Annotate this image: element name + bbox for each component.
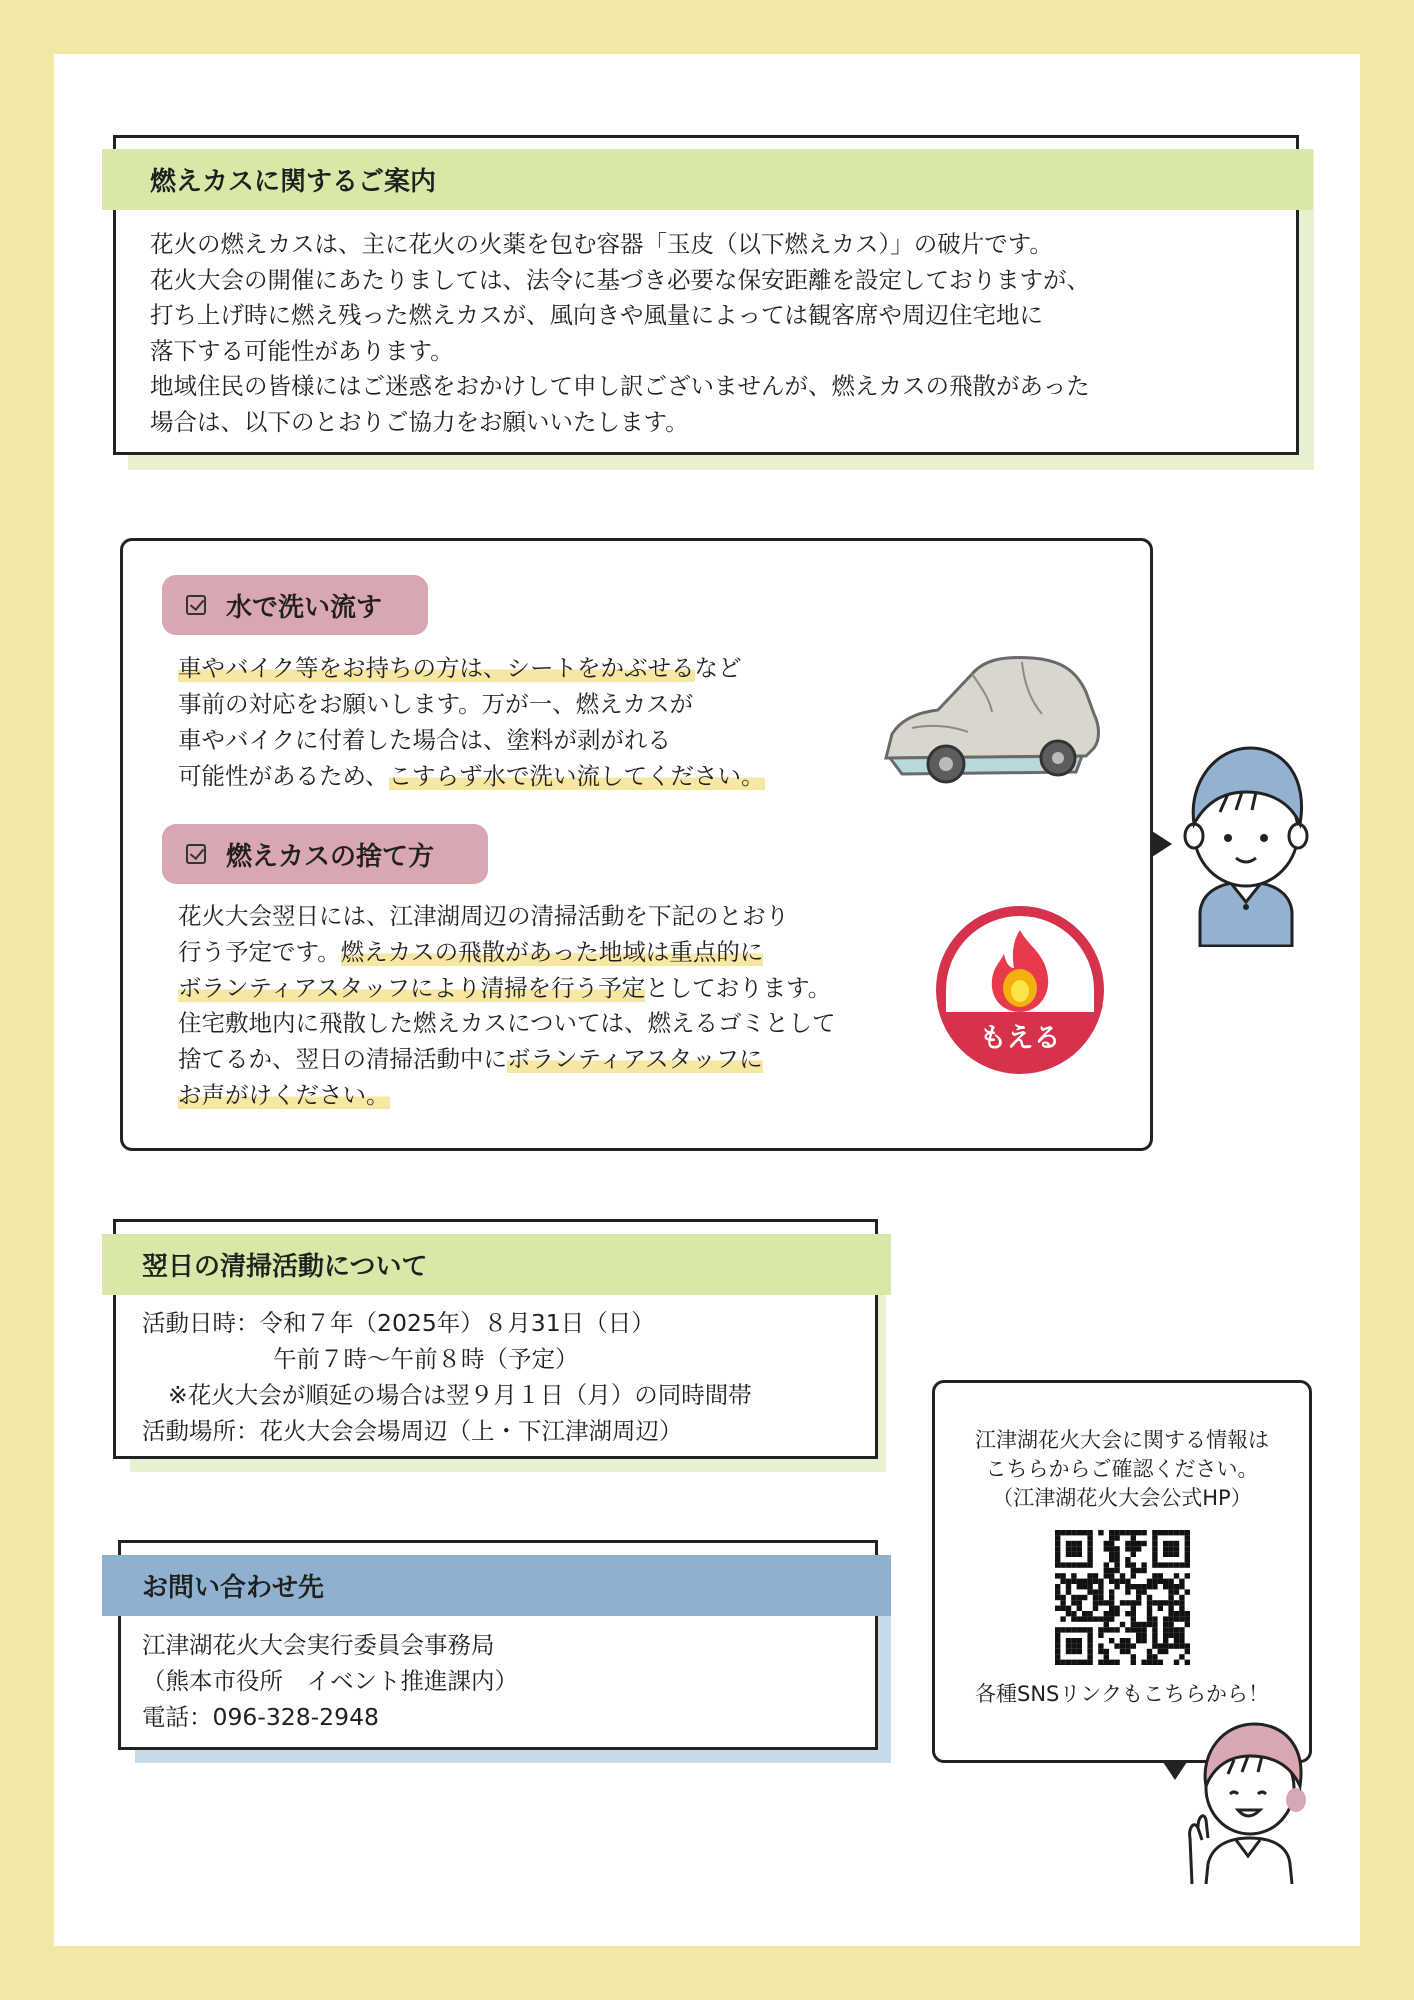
cleanup-place: 活動場所：花火大会会場周辺（上・下江津湖周辺）	[142, 1417, 683, 1445]
burnable-badge	[936, 906, 1104, 1074]
wash-line: 車やバイクに付着した場合は、塗料が剥がれる	[178, 726, 672, 754]
contact-dept: （熊本市役所 イベント推進課内）	[142, 1667, 518, 1695]
wash-heading: 水で洗い流す	[226, 592, 383, 623]
dispose-line-highlight: ボランティアスタッフに	[507, 1045, 763, 1074]
notice-title-band	[102, 149, 1313, 210]
dispose-line-highlight: 燃えカスの飛散があった地域は重点的に	[340, 937, 764, 966]
dispose-body	[178, 899, 836, 1114]
contact-body	[142, 1627, 518, 1735]
contact-title-band	[102, 1555, 891, 1616]
notice-line: 地域住民の皆様にはご迷惑をおかけして申し訳ございませんが、燃えカスの飛散があった	[150, 372, 1090, 400]
info-line: こちらからご確認ください。	[985, 1457, 1259, 1481]
wash-line: 可能性があるため、	[178, 762, 389, 790]
qr-code[interactable]	[1055, 1530, 1190, 1665]
dispose-heading-pill	[162, 824, 488, 884]
info-line: 江津湖花火大会に関する情報は	[975, 1428, 1269, 1452]
pointer-arrow	[1152, 831, 1174, 857]
dispose-line-highlight: ボランティアスタッフにより清掃を行う予定	[178, 973, 646, 1002]
wash-line: 事前の対応をお願いします。万が一、燃えカスが	[178, 690, 694, 718]
contact-title: お問い合わせ先	[142, 1573, 325, 1603]
checkbox-icon	[186, 595, 206, 615]
dispose-line: 住宅敷地内に飛散した燃えカスについては、燃えるゴミとして	[178, 1009, 836, 1038]
flame-icon	[982, 928, 1058, 1014]
notice-body	[150, 227, 1090, 440]
cleanup-time: 午前７時〜午前８時（予定）	[273, 1345, 579, 1373]
burnable-badge-label: もえる	[979, 1023, 1061, 1054]
wash-body	[178, 650, 765, 794]
pointing-character-illustration	[1172, 1716, 1317, 1884]
wash-line: など	[694, 654, 742, 682]
wash-line-highlight: 車やバイク等をお持ちの方は、シートをかぶせる	[178, 654, 695, 682]
covered-car-illustration	[872, 648, 1104, 788]
dispose-heading: 燃えカスの捨て方	[226, 841, 435, 872]
info-line: （江津湖花火大会公式HP）	[992, 1486, 1252, 1510]
dispose-line: 行う予定です。	[178, 937, 341, 966]
notice-line: 場合は、以下のとおりご協力をお願いいたします。	[150, 407, 689, 436]
notice-line: 打ち上げ時に燃え残った燃えカスが、風向きや風量によっては観客席や周辺住宅地に	[150, 301, 1043, 329]
notice-title: 燃えカスに関するご案内	[150, 167, 437, 197]
dispose-line: 花火大会翌日には、江津湖周辺の清掃活動を下記のとおり	[178, 902, 789, 930]
cleanup-date: 活動日時：令和７年（2025年）８月31日（日）	[142, 1309, 655, 1337]
notice-line: 花火大会の開催にあたりましては、法令に基づき必要な保安距離を設定しておりますが、	[150, 265, 1090, 294]
notice-line: 落下する可能性があります。	[150, 336, 454, 365]
wash-heading-pill	[162, 575, 428, 635]
notice-line: 花火の燃えカスは、主に花火の火薬を包む容器「玉皮（以下燃えカス）」の破片です。	[150, 230, 1053, 258]
cleanup-title-band	[102, 1234, 891, 1295]
checkbox-icon	[186, 844, 206, 864]
sns-link-text[interactable]: 各種SNSリンクもこちらから！	[975, 1682, 1269, 1706]
boy-illustration	[1180, 742, 1315, 947]
dispose-line: としております。	[645, 973, 832, 1002]
dispose-line: 捨てるか、翌日の清掃活動中に	[178, 1045, 507, 1074]
info-text	[932, 1426, 1312, 1513]
contact-org: 江津湖花火大会実行委員会事務局	[142, 1631, 495, 1659]
dispose-line-highlight: お声がけください。	[178, 1080, 390, 1109]
cleanup-note: ※花火大会が順延の場合は翌９月１日（月）の同時間帯	[168, 1381, 752, 1409]
contact-phone: 電話：096-328-2948	[142, 1703, 379, 1731]
cleanup-title: 翌日の清掃活動について	[142, 1252, 428, 1282]
wash-line-highlight: こすらず水で洗い流してください。	[388, 762, 765, 790]
